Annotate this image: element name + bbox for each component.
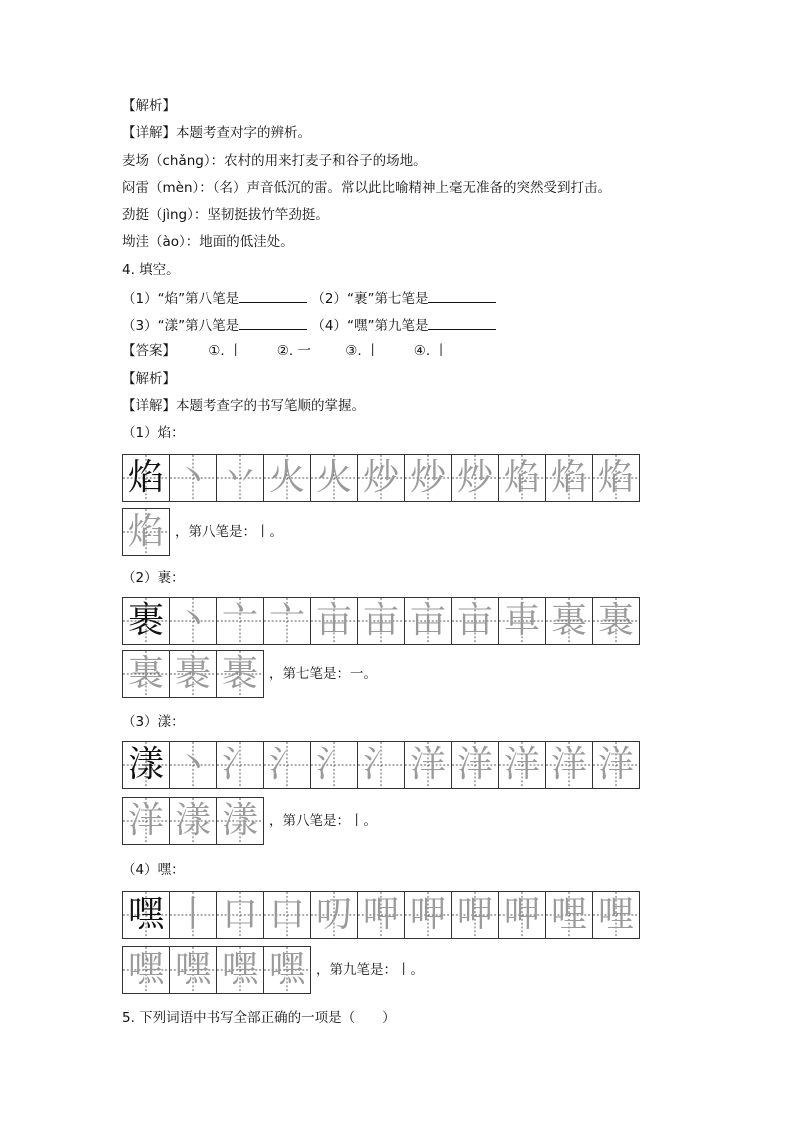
- stroke-grid-row-2: [122, 797, 264, 845]
- stroke-step-character: 氵: [362, 744, 399, 785]
- question-4-title: 4. 填空。: [122, 262, 180, 278]
- stroke-grid-row-1: [122, 454, 640, 502]
- stroke-step-character: 亠: [221, 600, 258, 641]
- section-4-stroke-step-cell: [451, 891, 499, 939]
- stroke-step-character: 氵: [268, 744, 305, 785]
- section-2-stroke-step-cell: [263, 597, 311, 645]
- section-1-stroke-step-cell: [357, 454, 405, 502]
- detail-heading: 【详解】本题考查对字的辨析。: [122, 125, 311, 141]
- section-1-stroke-step-cell: [122, 508, 170, 556]
- stroke-grid-row-1: [122, 597, 640, 645]
- stroke-step-character: 裏: [550, 600, 587, 641]
- section-4-stroke-step-cell: [169, 946, 217, 994]
- fill-blank-4[interactable]: [428, 315, 496, 330]
- section-4-stroke-step-cell: [263, 891, 311, 939]
- stroke-step-character: 裹: [221, 653, 258, 694]
- section-4-stroke-step-cell: [545, 891, 593, 939]
- answer-2: ②. 一: [276, 343, 311, 359]
- section-label-2: （2）裹：: [122, 570, 185, 586]
- section-2-stroke-step-cell: [169, 650, 217, 698]
- stroke-step-character: 車: [503, 600, 540, 641]
- stroke-grid-row-1: [122, 741, 640, 789]
- section-2-stroke-step-cell: [216, 597, 264, 645]
- section-1-stroke-step-cell: [404, 454, 452, 502]
- section-4-stroke-step-cell: [357, 891, 405, 939]
- stroke-step-character: 焰: [597, 457, 634, 498]
- fill-item-4: （4）“嘿”第九笔是: [311, 318, 429, 334]
- stroke-step-character: 哩: [597, 894, 634, 935]
- stroke-step-character: 丷: [221, 457, 258, 498]
- section-1-stroke-step-cell: [545, 454, 593, 502]
- stroke-step-character: 裹: [174, 653, 211, 694]
- stroke-step-character: 氵: [315, 744, 352, 785]
- section-1-stroke-step-cell: [310, 454, 358, 502]
- stroke-note-3: ，第八笔是：丨。: [269, 813, 377, 829]
- section-4-stroke-step-cell: [122, 946, 170, 994]
- section-4-stroke-step-cell: [498, 891, 546, 939]
- stroke-step-character: 呷: [503, 894, 540, 935]
- stroke-step-character: 呷: [456, 894, 493, 935]
- section-2-stroke-step-cell: [169, 597, 217, 645]
- stroke-step-character: 火: [315, 457, 352, 498]
- stroke-step-character: 呷: [362, 894, 399, 935]
- section-4-stroke-step-cell: [169, 891, 217, 939]
- section-3-stroke-step-cell: [357, 741, 405, 789]
- answer-3: ③. 丨: [345, 343, 380, 359]
- answer-1: ①. 丨: [208, 343, 243, 359]
- main-character: 漾: [127, 744, 164, 785]
- definition-4: 坳洼（ào）：地面的低洼处。: [122, 234, 294, 250]
- section-3-stroke-step-cell: [122, 797, 170, 845]
- stroke-grid-row-1: [122, 891, 640, 939]
- answer-4: ④. 丨: [413, 343, 448, 359]
- section-label-4: （4）嘿：: [122, 862, 185, 878]
- section-1-stroke-step-cell: [216, 454, 264, 502]
- stroke-step-character: 洋: [503, 744, 540, 785]
- stroke-grid-row-2: [122, 946, 311, 994]
- stroke-step-character: 洋: [550, 744, 587, 785]
- section-3-stroke-step-cell: [169, 741, 217, 789]
- fill-blank-3[interactable]: [239, 315, 307, 330]
- section-4-stroke-step-cell: [216, 946, 264, 994]
- section-2-stroke-step-cell: [310, 597, 358, 645]
- detail-heading-2: 【详解】本题考查字的书写笔顺的掌握。: [122, 398, 365, 414]
- section-label-3: （3）漾：: [122, 714, 185, 730]
- answer-line: [122, 342, 448, 360]
- section-1-stroke-step-cell: [592, 454, 640, 502]
- fill-item-3: （3）“漾”第八笔是: [122, 318, 240, 334]
- stroke-step-character: 口: [268, 894, 305, 935]
- stroke-step-character: 亩: [315, 600, 352, 641]
- stroke-step-character: 洋: [409, 744, 446, 785]
- section-3-stroke-step-cell: [498, 741, 546, 789]
- stroke-step-character: 炒: [362, 457, 399, 498]
- stroke-step-character: 丶: [174, 457, 211, 498]
- section-2-main-char-cell: [122, 597, 170, 645]
- stroke-step-character: 裏: [597, 600, 634, 641]
- stroke-note-4: ，第九笔是：丨。: [316, 962, 424, 978]
- section-3-stroke-step-cell: [310, 741, 358, 789]
- section-1-stroke-step-cell: [263, 454, 311, 502]
- stroke-step-character: 丨: [174, 894, 211, 935]
- section-3-stroke-step-cell: [404, 741, 452, 789]
- section-4-stroke-step-cell: [592, 891, 640, 939]
- stroke-step-character: 焰: [550, 457, 587, 498]
- section-2-stroke-step-cell: [404, 597, 452, 645]
- main-character: 裹: [127, 600, 164, 641]
- stroke-grid-row-2: [122, 650, 264, 698]
- section-2-stroke-step-cell: [498, 597, 546, 645]
- stroke-step-character: 亩: [362, 600, 399, 641]
- stroke-step-character: 嘿: [127, 949, 164, 990]
- stroke-step-character: 呷: [409, 894, 446, 935]
- section-3-stroke-step-cell: [545, 741, 593, 789]
- section-4-stroke-step-cell: [310, 891, 358, 939]
- section-1-stroke-step-cell: [498, 454, 546, 502]
- definition-3: 劲挺（jìng）：坚韧挺拔竹竿劲挺。: [122, 207, 329, 223]
- question-5-title: 5. 下列词语中书写全部正确的一项是（ ）: [122, 1010, 396, 1026]
- section-4-main-char-cell: [122, 891, 170, 939]
- fill-item-1: （1）“焰”第八笔是: [122, 291, 240, 307]
- stroke-step-character: 焰: [503, 457, 540, 498]
- stroke-step-character: 亩: [456, 600, 493, 641]
- stroke-step-character: 丶: [174, 600, 211, 641]
- section-3-stroke-step-cell: [451, 741, 499, 789]
- stroke-step-character: 丶: [174, 744, 211, 785]
- stroke-step-character: 裏: [127, 653, 164, 694]
- stroke-step-character: 炒: [409, 457, 446, 498]
- definition-1: 麦场（chǎng）：农村的用来打麦子和谷子的场地。: [122, 153, 427, 169]
- stroke-note-1: ，第八笔是：丨。: [175, 524, 283, 540]
- stroke-step-character: 亠: [268, 600, 305, 641]
- section-3-main-char-cell: [122, 741, 170, 789]
- fill-row-2: [122, 315, 496, 335]
- section-2-stroke-step-cell: [545, 597, 593, 645]
- section-1-stroke-step-cell: [451, 454, 499, 502]
- section-3-stroke-step-cell: [263, 741, 311, 789]
- fill-row-1: [122, 288, 496, 308]
- stroke-step-character: 炒: [456, 457, 493, 498]
- stroke-step-character: 氵: [221, 744, 258, 785]
- stroke-step-character: 嘿: [221, 949, 258, 990]
- stroke-step-character: 口: [221, 894, 258, 935]
- stroke-grid-row-2: [122, 508, 170, 556]
- section-4-stroke-step-cell: [404, 891, 452, 939]
- stroke-step-character: 嘿: [174, 949, 211, 990]
- section-2-stroke-step-cell: [122, 650, 170, 698]
- analysis-heading: 【解析】: [122, 98, 176, 114]
- section-4-stroke-step-cell: [216, 891, 264, 939]
- stroke-step-character: 嘿: [268, 949, 305, 990]
- section-2-stroke-step-cell: [357, 597, 405, 645]
- stroke-step-character: 亩: [409, 600, 446, 641]
- section-1-main-char-cell: [122, 454, 170, 502]
- section-3-stroke-step-cell: [216, 741, 264, 789]
- answer-label: 【答案】: [122, 343, 176, 359]
- fill-blank-2[interactable]: [428, 288, 496, 303]
- section-2-stroke-step-cell: [216, 650, 264, 698]
- main-character: 嘿: [127, 894, 164, 935]
- stroke-step-character: 漾: [174, 800, 211, 841]
- section-2-stroke-step-cell: [451, 597, 499, 645]
- stroke-step-character: 洋: [127, 800, 164, 841]
- section-4-stroke-step-cell: [263, 946, 311, 994]
- stroke-step-character: 焰: [127, 511, 164, 552]
- definition-2: 闷雷（mèn）：（名）声音低沉的雷。常以此比喻精神上毫无准备的突然受到打击。: [122, 180, 612, 196]
- stroke-note-2: ，第七笔是：一。: [269, 666, 377, 682]
- stroke-step-character: 洋: [597, 744, 634, 785]
- section-label-1: （1）焰：: [122, 425, 185, 441]
- section-3-stroke-step-cell: [169, 797, 217, 845]
- stroke-step-character: 叨: [315, 894, 352, 935]
- section-3-stroke-step-cell: [592, 741, 640, 789]
- stroke-step-character: 哩: [550, 894, 587, 935]
- main-character: 焰: [127, 457, 164, 498]
- fill-blank-1[interactable]: [239, 288, 307, 303]
- analysis-heading-2: 【解析】: [122, 371, 176, 387]
- section-1-stroke-step-cell: [169, 454, 217, 502]
- stroke-step-character: 火: [268, 457, 305, 498]
- section-3-stroke-step-cell: [216, 797, 264, 845]
- stroke-step-character: 洋: [456, 744, 493, 785]
- fill-item-2: （2）“裹”第七笔是: [311, 291, 429, 307]
- stroke-step-character: 漾: [221, 800, 258, 841]
- section-2-stroke-step-cell: [592, 597, 640, 645]
